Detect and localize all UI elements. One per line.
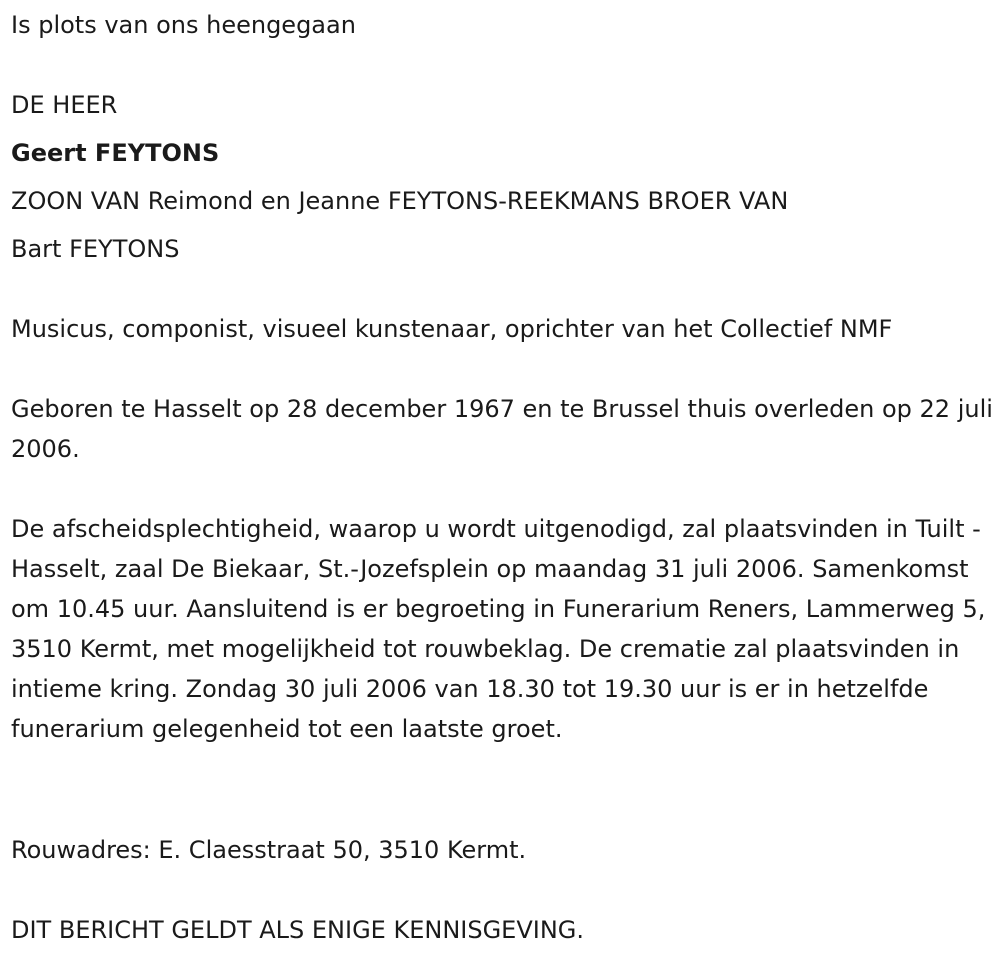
- intro-text: Is plots van ons heengegaan: [11, 11, 356, 39]
- family-relation-line-1: ZOON VAN Reimond en Jeanne FEYTONS-REEKMANS BROER VAN: [11, 187, 789, 215]
- deceased-name: Geert FEYTONS: [11, 139, 220, 167]
- profession-text: Musicus, componist, visueel kunstenaar, oprichter van het Collectief NMF: [11, 315, 893, 343]
- mourning-address: Rouwadres: E. Claesstraat 50, 3510 Kermt.: [11, 836, 527, 864]
- birth-death-paragraph: Geboren te Hasselt op 28 december 1967 en te Brussel thuis overleden op 22 juli 2006.: [11, 395, 993, 463]
- notice-text: DIT BERICHT GELDT ALS ENIGE KENNISGEVING.: [11, 916, 585, 944]
- ceremony-paragraph: De afscheidsplechtigheid, waarop u wordt uitgenodigd, zal plaatsvinden in Tuilt - Hasselt, zaal De Biekaar, St.-Jozefsplein op maandag 31 juli 2006. Samenkomst om 10.45 uur. Aansluitend is er begroeting in Funerarium Reners, Lammerweg 5, 3510 Kermt, met mogelijkheid tot rouwbeklag. De crematie zal plaatsvinden in intieme kring. Zondag 30 juli 2006 van 18.30 tot 19.30 uur is er in hetzelfde funerarium gelegenheid tot een laatste groet.: [11, 515, 986, 743]
- family-relation-line-2: Bart FEYTONS: [11, 235, 180, 263]
- honorific-title: DE HEER: [11, 91, 118, 119]
